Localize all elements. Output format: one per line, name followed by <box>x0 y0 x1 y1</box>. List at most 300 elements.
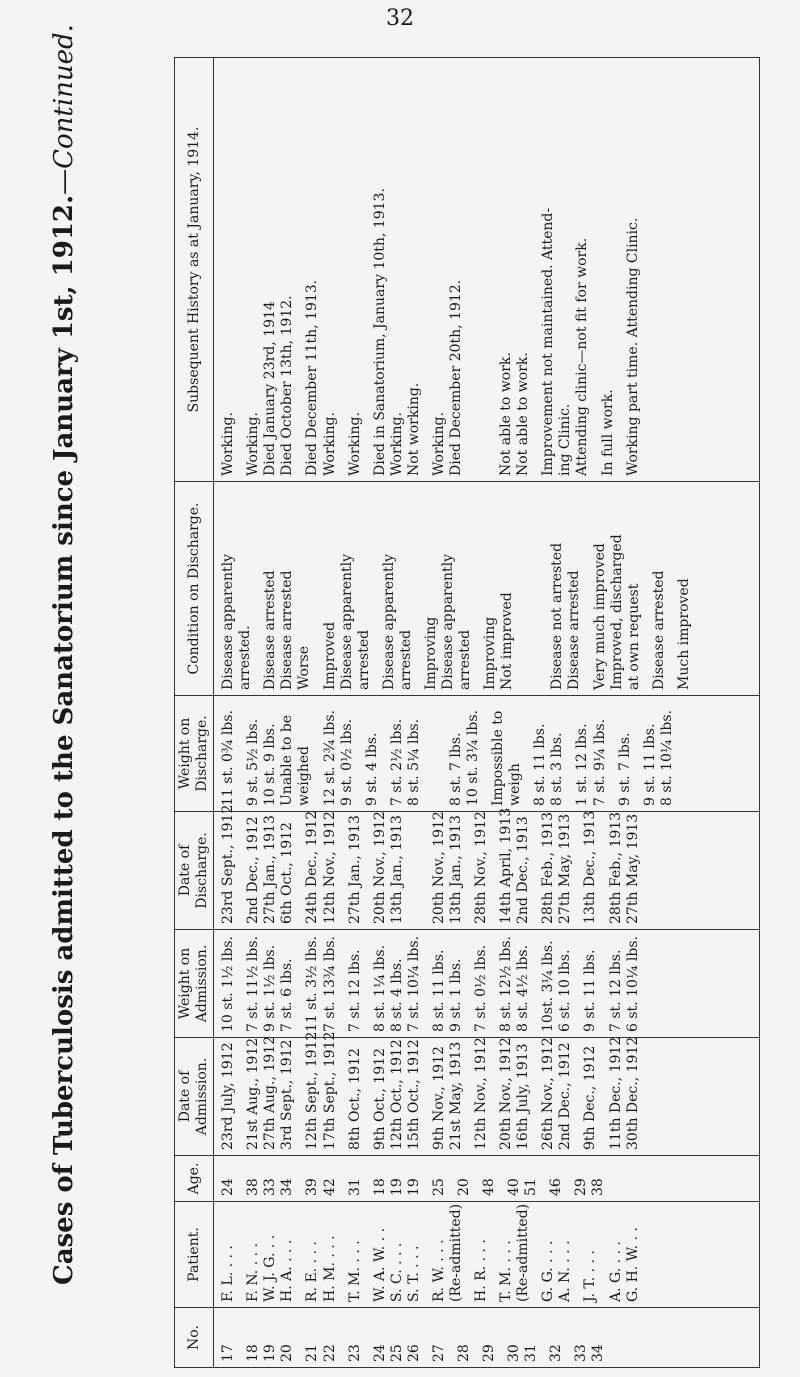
entry-line: ing Clinic. <box>557 403 574 476</box>
entry-line: 7 st. 0½ lbs. <box>473 944 490 1032</box>
entry-line: Working. <box>346 412 363 476</box>
entry-line: 3rd Sept., 1912 <box>279 1039 296 1150</box>
entry-line: Improvement not maintained. Attend- <box>540 207 557 476</box>
cell-condition <box>214 482 760 696</box>
entry-line: Unable to be <box>279 714 296 806</box>
entry-line: 9th Nov., 1912 <box>430 1046 447 1150</box>
entry-group <box>548 1313 565 1362</box>
entry-line: 7 st. 12 lbs. <box>346 949 363 1032</box>
cell-date-admission <box>214 1031 760 1156</box>
entry-line: 21st May, 1913 <box>448 1041 465 1150</box>
entry-group <box>304 935 338 1032</box>
entry-group <box>347 63 364 476</box>
entry-line: 28 <box>456 1344 473 1362</box>
entry-line: 22 <box>321 1344 338 1362</box>
entry-group <box>617 701 634 806</box>
entry-group <box>245 701 313 806</box>
entry-line: 7 st. 11½ lbs. <box>245 936 262 1032</box>
entry-group <box>481 1313 498 1362</box>
entry-line: W. A. W. . . <box>371 1227 388 1302</box>
entry-line: 2nd Dec., 1912 <box>557 1042 574 1150</box>
entry-line <box>406 817 423 924</box>
entry-line: 8 st. 12½ lbs. <box>498 936 515 1032</box>
entry-group <box>245 1313 296 1362</box>
entry-line: S. T. . . . <box>405 1245 422 1302</box>
entry-line: 9 st. 4 lbs. <box>363 732 380 806</box>
case-table-area <box>174 58 760 1368</box>
col-header-weight-discharge: Weight on Discharge. <box>175 696 214 812</box>
entry-group <box>592 487 643 690</box>
entry-line: 46 <box>548 1178 565 1196</box>
entry-line: R. E. . . . <box>304 1241 321 1302</box>
entry-line: 20th Nov., 1912 <box>430 811 447 924</box>
entry-line: 13th Jan., 1913 <box>448 815 465 924</box>
entry-line: 33 <box>262 1178 279 1196</box>
entry-group <box>498 935 532 1032</box>
entry-line: arrested <box>355 629 372 690</box>
entry-line: Died December 20th, 1912. <box>448 279 465 476</box>
entry-line: 31 <box>523 1344 540 1362</box>
entry-group <box>220 804 237 924</box>
entry-group <box>524 487 541 690</box>
col-header-condition: Condition on Discharge. <box>175 482 214 696</box>
entry-line: 40 <box>506 1178 523 1196</box>
entry-line: 15th Oct., 1912 <box>405 1039 422 1150</box>
entry-line: G. H. W. . . <box>624 1227 641 1302</box>
entry-line: 6th Oct., 1912 <box>279 822 296 924</box>
entry-line: 8 st. 5¼ lbs. <box>405 718 422 806</box>
case-table-body <box>214 58 760 1368</box>
entry-line: 32 <box>548 1344 565 1362</box>
entry-line: 12th Sept., 1912 <box>304 1031 321 1150</box>
entry-group <box>304 1031 338 1150</box>
col-header-patient: Patient. <box>175 1202 214 1308</box>
entry-line: Improving <box>482 616 499 690</box>
entry-group <box>372 63 423 476</box>
entry-group <box>549 487 583 690</box>
entry-line: 7 st. 13¾ lbs. <box>321 936 338 1032</box>
entry-group <box>262 487 313 690</box>
entry-line: 19 <box>262 1344 279 1362</box>
entry-group <box>347 1043 364 1150</box>
entry-line: 8 st. 3 lbs. <box>549 732 566 806</box>
entry-line: Working. <box>388 412 405 476</box>
entry-group <box>532 701 566 806</box>
entry-group <box>473 1037 490 1150</box>
entry-line: 7 st. 12 lbs. <box>607 949 624 1032</box>
entry-line: 9 st. 7 lbs. <box>616 732 633 806</box>
entry-group <box>372 1161 423 1196</box>
entry-line: 33 <box>573 1344 590 1362</box>
entry-group <box>642 701 676 806</box>
entry-group <box>473 1207 490 1302</box>
entry-group <box>245 1161 296 1196</box>
entry-line: 13th Dec., 1913 <box>582 810 599 924</box>
entry-line: 26th Nov., 1912 <box>540 1037 557 1150</box>
entry-line: 20 <box>279 1344 296 1362</box>
entry-line: Working. <box>245 412 262 476</box>
entry-line: Working. <box>430 412 447 476</box>
entry-line: 10st. 3¼ lbs. <box>540 940 557 1032</box>
entry-group <box>498 807 532 924</box>
entry-line: Working. <box>321 412 338 476</box>
entry-line: 10 st. 3¼ lbs. <box>465 710 482 806</box>
entry-line: Disease not arrested <box>549 542 566 690</box>
entry-line: (Re-admitted) <box>515 1203 532 1302</box>
entry-line: 11 st. 0¾ lbs. <box>220 710 237 806</box>
entry-line: 7 st. 6 lbs. <box>279 958 296 1032</box>
cell-weight-discharge <box>214 696 760 812</box>
entry-group <box>651 487 668 690</box>
col-header-history: Subsequent History as at January, 1914. <box>175 58 214 482</box>
entry-group <box>481 1161 498 1196</box>
entry-line: T. M. . . . <box>346 1240 363 1302</box>
entry-line: Not able to work. <box>515 352 532 476</box>
entry-group <box>490 701 524 806</box>
entry-line: 9 st. 1 lbs. <box>448 958 465 1032</box>
cell-age <box>214 1156 760 1202</box>
entry-line: 27 <box>430 1344 447 1362</box>
entry-group <box>304 1313 338 1362</box>
entry-group <box>304 1161 338 1196</box>
entry-line: 10 st. 9 lbs. <box>262 723 279 806</box>
entry-group <box>540 811 574 924</box>
entry-group <box>364 701 381 806</box>
entry-line: 23rd Sept., 1912 <box>220 804 237 924</box>
entry-line: 10 st. 1½ lbs. <box>220 936 237 1032</box>
table-row <box>214 58 760 1368</box>
entry-line: Died December 11th, 1913. <box>304 279 321 476</box>
entry-line: 9th Oct., 1912 <box>371 1048 388 1150</box>
col-header-date-discharge: Date of Discharge. <box>175 812 214 930</box>
entry-group <box>347 1161 364 1196</box>
entry-line: Disease arrested <box>566 570 583 690</box>
entry-line: 21st Aug., 1912 <box>245 1037 262 1150</box>
entry-group <box>431 1161 448 1196</box>
entry-group <box>220 935 237 1032</box>
entry-group <box>371 811 423 924</box>
entry-line: R. W. . . . <box>430 1239 447 1302</box>
entry-group <box>220 1161 237 1196</box>
entry-group <box>582 1043 599 1150</box>
entry-line: 8 st. 11 lbs. <box>532 723 549 806</box>
entry-line: 39 <box>304 1178 321 1196</box>
entry-group <box>625 63 642 476</box>
entry-line: 42 <box>321 1178 338 1196</box>
entry-group <box>220 1313 237 1362</box>
entry-line <box>473 63 490 476</box>
entry-line: 29 <box>481 1344 498 1362</box>
entry-group <box>431 935 465 1032</box>
entry-group <box>431 1043 465 1150</box>
entry-line: A. N. . . . <box>557 1240 574 1302</box>
entry-line: 17 <box>220 1344 237 1362</box>
entry-group <box>347 817 364 924</box>
entry-line: 27th Jan., 1913 <box>262 815 279 924</box>
entry-line: Improving <box>422 616 439 690</box>
entry-group <box>372 1207 423 1302</box>
entry-group <box>456 1161 473 1196</box>
entry-line: 28th Feb., 1913 <box>540 811 557 924</box>
entry-line: 7 st. 10¼ lbs. <box>405 936 422 1032</box>
entry-group <box>573 1313 607 1362</box>
entry-line: 23 <box>346 1344 363 1362</box>
entry-group <box>582 1207 599 1302</box>
col-header-date-admission: Date of Admission. <box>175 1038 214 1156</box>
entry-line: 9th Dec., 1912 <box>582 1045 599 1150</box>
entry-line: Disease apparently <box>338 553 355 690</box>
entry-line: 19 <box>405 1178 422 1196</box>
entry-group <box>322 487 373 690</box>
entry-line: 9 st. 5½ lbs. <box>245 718 262 806</box>
entry-line: 16th July, 1913 <box>515 1043 532 1150</box>
entry-group <box>498 1203 532 1302</box>
entry-group <box>430 811 465 924</box>
entry-group <box>482 487 516 690</box>
entry-line: 7 st. 9¼ lbs. <box>591 718 608 806</box>
entry-line: Very much improved <box>591 543 608 690</box>
entry-line: Disease arrested <box>279 570 296 690</box>
entry-line: Worse <box>296 645 313 690</box>
entry-line: weigh <box>507 763 524 806</box>
entry-group <box>431 63 465 476</box>
entry-group <box>322 701 356 806</box>
entry-line: Attending clinic—not fit for work. <box>574 237 591 476</box>
entry-line: 20th Nov., 1912 <box>371 811 388 924</box>
entry-line: 24 <box>220 1178 237 1196</box>
entry-line: Much improved <box>675 578 692 690</box>
entry-group <box>245 1207 296 1302</box>
header-row <box>175 58 214 1368</box>
entry-line: 38 <box>245 1178 262 1196</box>
entry-group <box>245 817 296 924</box>
entry-line: 29 <box>573 1178 590 1196</box>
entry-line: 24 <box>371 1344 388 1362</box>
entry-line: S. C. . . . <box>388 1242 405 1302</box>
cell-history <box>214 58 760 482</box>
entry-line: 9 st. 11 lbs. <box>641 723 658 806</box>
entry-line: G. G. . . . <box>540 1240 557 1302</box>
entry-line: 1 st. 12 lbs. <box>574 723 591 806</box>
entry-line: 13th Jan., 1913 <box>388 815 405 924</box>
entry-line: at own request <box>625 583 642 690</box>
entry-line: 31 <box>346 1178 363 1196</box>
entry-group <box>540 1207 574 1302</box>
entry-line: J. T. . . . <box>582 1250 599 1302</box>
entry-line: 9 st. 1½ lbs. <box>262 944 279 1032</box>
entry-line: 48 <box>481 1178 498 1196</box>
entry-line: 18 <box>371 1178 388 1196</box>
entry-group <box>456 1313 473 1362</box>
entry-group <box>220 63 237 476</box>
entry-group <box>498 63 532 476</box>
entry-line: H. A. . . . <box>279 1239 296 1302</box>
entry-line: 24th Dec., 1912 <box>304 810 321 924</box>
entry-line: 34 <box>279 1178 296 1196</box>
entry-line: 6 st. 10 lbs. <box>557 949 574 1032</box>
entry-group <box>220 487 254 690</box>
col-header-no: No. <box>175 1308 214 1368</box>
entry-line: Impossible to <box>490 710 507 806</box>
entry-group <box>473 63 490 476</box>
title-continued: —Continued. <box>49 24 79 195</box>
entry-group <box>473 935 490 1032</box>
entry-group <box>574 701 608 806</box>
entry-line: Died January 23rd, 1914 <box>262 301 279 476</box>
entry-line <box>524 487 541 690</box>
entry-group <box>347 1313 364 1362</box>
entry-line: 8 st. 1¼ lbs. <box>371 944 388 1032</box>
entry-group <box>423 487 474 690</box>
entry-line: 25 <box>388 1344 405 1362</box>
entry-line <box>423 701 440 806</box>
entry-line: 38 <box>590 1178 607 1196</box>
entry-group <box>389 701 440 806</box>
entry-group <box>608 1207 642 1302</box>
entry-line: F. L. . . . <box>220 1245 237 1302</box>
entry-group <box>607 1036 642 1150</box>
entry-line: H. R. . . . <box>473 1239 490 1302</box>
entry-line: 34 <box>590 1344 607 1362</box>
entry-group <box>582 935 599 1032</box>
entry-line: 23rd July, 1912 <box>220 1042 237 1150</box>
entry-line: arrested. <box>237 625 254 690</box>
entry-group <box>540 935 574 1032</box>
entry-line: 14th April, 1913 <box>498 807 515 924</box>
entry-line: 17th Sept., 1912 <box>321 1031 338 1150</box>
entry-line: 20 <box>456 1178 473 1196</box>
entry-group <box>506 1313 540 1362</box>
entry-line: Working. <box>220 412 237 476</box>
entry-line: 2nd Dec., 1913 <box>515 816 532 924</box>
entry-line: Improved <box>321 621 338 690</box>
entry-group <box>506 1161 540 1196</box>
entry-line: (Re-admitted) <box>448 1203 465 1302</box>
entry-group <box>448 701 482 806</box>
entry-line: In full work. <box>599 389 616 476</box>
entry-group <box>573 1161 607 1196</box>
entry-line: 28th Nov., 1912 <box>473 811 490 924</box>
entry-line: 26 <box>405 1344 422 1362</box>
entry-group <box>540 63 591 476</box>
entry-line: 8 st. 4 lbs. <box>388 958 405 1032</box>
entry-line: 27th May, 1913 <box>624 813 641 924</box>
entry-line: 25 <box>430 1178 447 1196</box>
entry-line: 8 st. 11 lbs. <box>430 949 447 1032</box>
entry-group <box>372 1313 423 1362</box>
entry-line: 6 st. 10¼ lbs. <box>624 936 641 1032</box>
entry-line: Died October 13th, 1912. <box>279 295 296 476</box>
entry-group <box>304 1207 338 1302</box>
entry-line: T. M. . . . <box>498 1240 515 1302</box>
entry-line: A. G. . . . <box>607 1241 624 1302</box>
entry-line: 12th Nov., 1912 <box>321 811 338 924</box>
entry-group <box>582 810 599 924</box>
entry-group <box>607 811 642 924</box>
cell-no <box>214 1308 760 1368</box>
entry-group <box>220 701 237 806</box>
entry-group <box>220 1043 237 1150</box>
entry-group <box>540 1037 574 1150</box>
entry-group <box>347 935 364 1032</box>
entry-line: 8 st. 10¼ lbs. <box>658 710 675 806</box>
entry-line: 9 st. 0½ lbs. <box>338 718 355 806</box>
entry-line: 12 st. 2¾ lbs. <box>321 710 338 806</box>
entry-line: 12th Nov., 1912 <box>473 1037 490 1150</box>
entry-line: Working part time. Attending Clinic. <box>624 217 641 476</box>
entry-line: Disease apparently <box>440 553 457 690</box>
entry-line: 19 <box>388 1178 405 1196</box>
entry-line: 27th Aug., 1912 <box>262 1036 279 1150</box>
entry-line: W. J. G. . . <box>262 1234 279 1302</box>
entry-line: Disease arrested <box>262 570 279 690</box>
entry-group <box>245 935 296 1032</box>
cases-table <box>174 57 760 1368</box>
col-header-weight-admission: Weight on Admission. <box>175 930 214 1038</box>
entry-line: arrested <box>457 629 474 690</box>
entry-line: H. M. . . . <box>321 1235 338 1302</box>
entry-line: Not improved <box>499 592 516 690</box>
entry-group <box>473 811 490 924</box>
entry-line: Improved, discharged <box>608 534 625 690</box>
entry-group <box>608 935 642 1032</box>
entry-line: Disease arrested <box>650 570 667 690</box>
cell-date-discharge <box>214 804 760 930</box>
entry-line: 8th Oct., 1912 <box>346 1048 363 1150</box>
cell-patient <box>214 1202 760 1308</box>
entry-line: 18 <box>245 1344 262 1362</box>
entry-line: 9 st. 11 lbs. <box>582 949 599 1032</box>
entry-line: Not able to work. <box>498 352 515 476</box>
entry-line: arrested <box>397 629 414 690</box>
entry-group <box>430 1203 465 1302</box>
entry-group <box>371 1039 423 1150</box>
entry-line: 27th May, 1913 <box>557 813 574 924</box>
entry-line: 12th Oct., 1912 <box>388 1039 405 1150</box>
entry-line: 30th Dec., 1912 <box>624 1036 641 1150</box>
entry-line: 30 <box>506 1344 523 1362</box>
entry-line: 11 st. 3½ lbs. <box>304 936 321 1032</box>
page-title <box>14 24 114 1285</box>
page-number: 32 <box>386 6 414 31</box>
entry-line: F. N. . . . <box>245 1243 262 1302</box>
entry-group <box>548 1161 565 1196</box>
cell-weight-admission <box>214 930 760 1038</box>
entry-line: 51 <box>523 1178 540 1196</box>
entry-group <box>431 1313 448 1362</box>
entry-group <box>220 1207 237 1302</box>
entry-line: 28th Feb., 1913 <box>607 811 624 924</box>
entry-line: Died in Sanatorium, January 10th, 1913. <box>371 188 388 476</box>
entry-line: 11th Dec., 1912 <box>607 1036 624 1150</box>
entry-line: 8 st. 4½ lbs. <box>515 944 532 1032</box>
col-header-age: Age. <box>175 1156 214 1202</box>
entry-line: Disease apparently <box>380 553 397 690</box>
entry-line: Not working. <box>405 382 422 476</box>
entry-line: 8 st. 7 lbs. <box>448 732 465 806</box>
entry-line: 2nd Dec., 1912 <box>245 816 262 924</box>
entry-group <box>347 1207 364 1302</box>
entry-group <box>245 1036 296 1150</box>
title-text: Cases of Tuberculosis admitted to the Sanatorium since January 1st, 1912. <box>49 194 79 1285</box>
entry-group <box>304 63 338 476</box>
entry-group <box>498 1037 532 1150</box>
entry-group <box>381 487 415 690</box>
entry-line: 27th Jan., 1913 <box>346 815 363 924</box>
entry-group <box>245 63 296 476</box>
entry-group <box>600 63 617 476</box>
entry-group <box>304 810 338 924</box>
